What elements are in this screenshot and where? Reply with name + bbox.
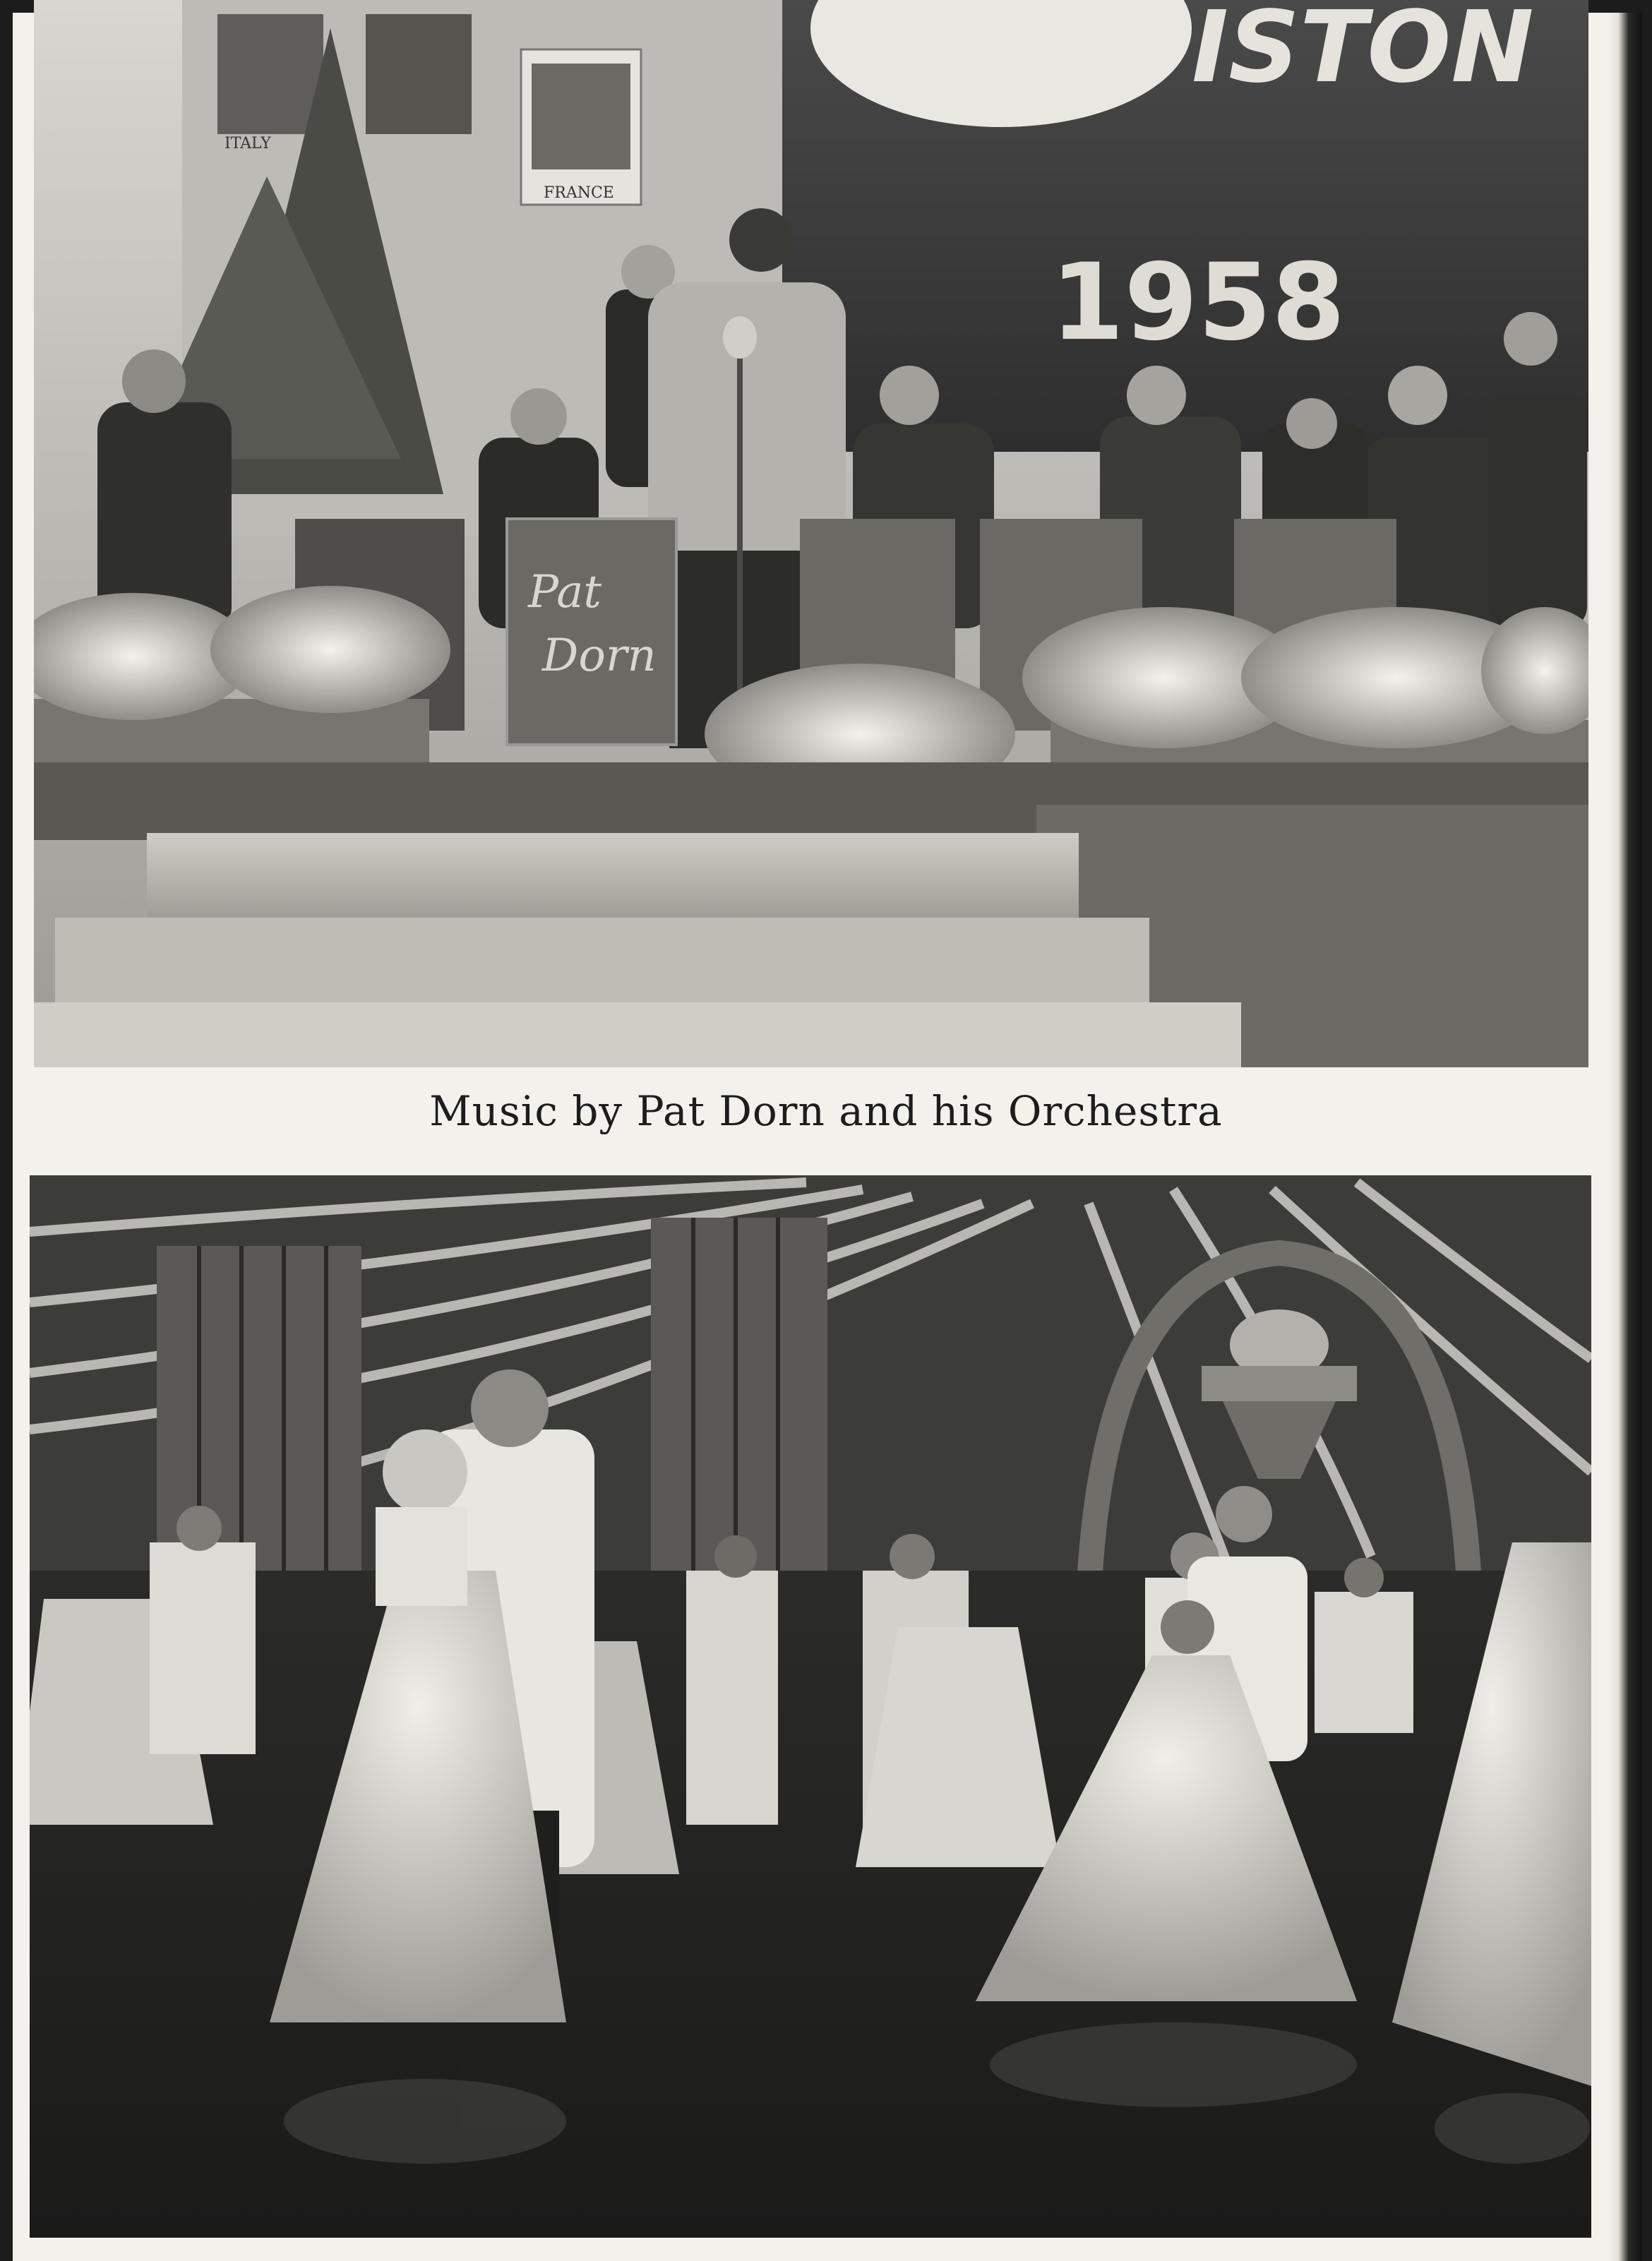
- banner-year: 1958: [1051, 241, 1346, 364]
- microphone-icon: [723, 316, 757, 359]
- ballroom-dance-photo: [30, 1175, 1591, 2238]
- stage-steps: [34, 833, 1241, 1067]
- photo-caption: Music by Pat Dorn and his Orchestra: [429, 1087, 1223, 1135]
- poster-france-label: FRANCE: [544, 184, 614, 202]
- music-stand-text-dorn: Dorn: [542, 630, 657, 682]
- ballroom-dance-illustration: [30, 1175, 1591, 2238]
- page-gutter-shadow: [1608, 13, 1642, 2261]
- orchestra-stage-photo: [34, 0, 1588, 1067]
- poster-italy-label: ITALY: [225, 135, 271, 152]
- banner-text: ISTON: [1192, 0, 1534, 105]
- poster-france-image: [532, 64, 630, 169]
- poster-middle: [366, 14, 472, 134]
- poster-italy: [217, 14, 323, 134]
- orchestra-stage-illustration: [34, 0, 1588, 1067]
- music-stand-text-pat: Pat: [528, 566, 602, 618]
